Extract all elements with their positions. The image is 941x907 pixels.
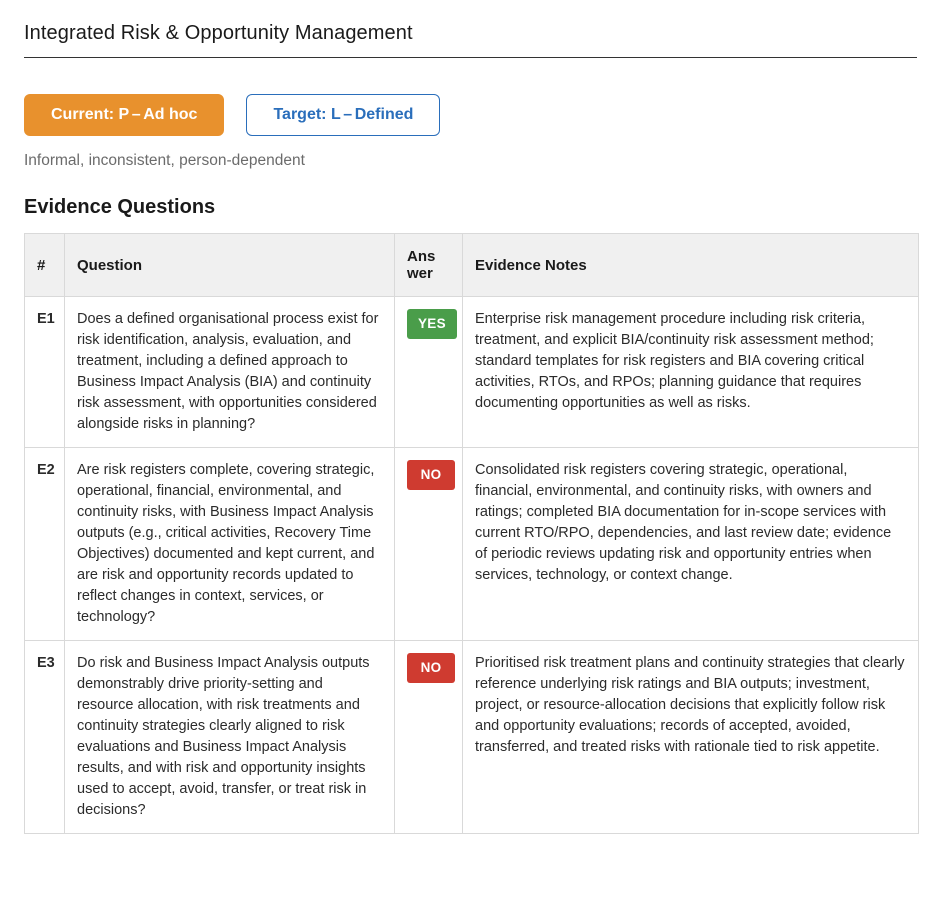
target-maturity-level: Defined (354, 106, 414, 123)
table-header-row (25, 234, 919, 297)
status-badge: NO (407, 460, 455, 490)
evidence-questions-table (24, 233, 919, 834)
row-id: E3 (25, 641, 65, 834)
column-header-answer: Ans wer (395, 234, 463, 297)
current-maturity-prefix: Current: P (51, 106, 130, 123)
table-row (25, 297, 919, 448)
table-row (25, 641, 919, 834)
row-evidence-notes (463, 448, 919, 641)
row-answer-cell (395, 448, 463, 641)
row-evidence-notes (463, 297, 919, 448)
column-header-question: Question (65, 234, 395, 297)
column-header-number: # (25, 234, 65, 297)
table-row (25, 448, 919, 641)
current-maturity-level: Ad hoc (143, 106, 198, 123)
evidence-notes-line: Prioritised risk treatment plans and continuity strategies that clearly reference underlying risk ratings and BIA outputs; investment, project, or resource-allocation decisions that explicitly follow risk (475, 655, 905, 714)
status-badge: YES (407, 309, 457, 339)
column-header-evidence-notes: Evidence Notes (463, 234, 919, 297)
row-question: Does a defined organisational process exist for risk identification, analysis, evaluation, and treatment, including a defined approach to Business Impact Analysis (BIA) and continuity risk assessment, with opportunities considered alongside risks in planning? (65, 297, 395, 448)
target-maturity-separator: – (343, 106, 353, 123)
evidence-notes-line: Consolidated risk registers covering strategic, operational, financial, environmental, and continuity risks, with owners and ratings; completed BIA documentation for in-scope services with current RTO/RPO, dependencies, and last review date; evidence of periodic reviews updating risk and opportunity entries when services, technology, or context change. (475, 462, 892, 584)
row-answer-cell (395, 297, 463, 448)
evidence-notes-line: activities, RTOs, and RPOs; planning guidance that requires documenting opportunities as well as risks. (475, 374, 862, 412)
evidence-notes-line: and opportunity evaluations; records of accepted, avoided, transferred, and treated risks with rationale tied to risk appetite. (475, 718, 880, 756)
row-question: Are risk registers complete, covering strategic, operational, financial, environmental, and continuity risks, with Business Impact Analysis outputs (e.g., critical activities, Recovery Time Objectives) documented and kept current, and are risk and opportunity records updated to reflect changes in context, services, or technology? (65, 448, 395, 641)
target-maturity-badge (246, 94, 440, 136)
row-evidence-notes (463, 641, 919, 834)
evidence-notes-line: Enterprise risk management procedure including risk criteria, treatment, and explicit BIA/continuity risk assessment method; standard templates for risk registers and BIA covering critical (475, 311, 874, 370)
row-question: Do risk and Business Impact Analysis outputs demonstrably drive priority-setting and resource allocation, with risk treatments and continuity strategies clearly aligned to risk evaluations and Business Impact Analysis results, and with risk and opportunity insights used to accept, avoid, transfer, or treat risk in decisions? (65, 641, 395, 834)
target-maturity-prefix: Target: L (273, 106, 341, 123)
maturity-description: Informal, inconsistent, person-dependent (24, 152, 305, 169)
maturity-badges (24, 94, 917, 136)
row-id: E2 (25, 448, 65, 641)
current-maturity-separator: – (131, 106, 141, 123)
status-badge: NO (407, 653, 455, 683)
current-maturity-badge (24, 94, 224, 136)
row-answer-cell (395, 641, 463, 834)
row-id: E1 (25, 297, 65, 448)
page-title: Integrated Risk & Opportunity Management (24, 22, 917, 58)
section-title-evidence-questions: Evidence Questions (24, 196, 216, 218)
